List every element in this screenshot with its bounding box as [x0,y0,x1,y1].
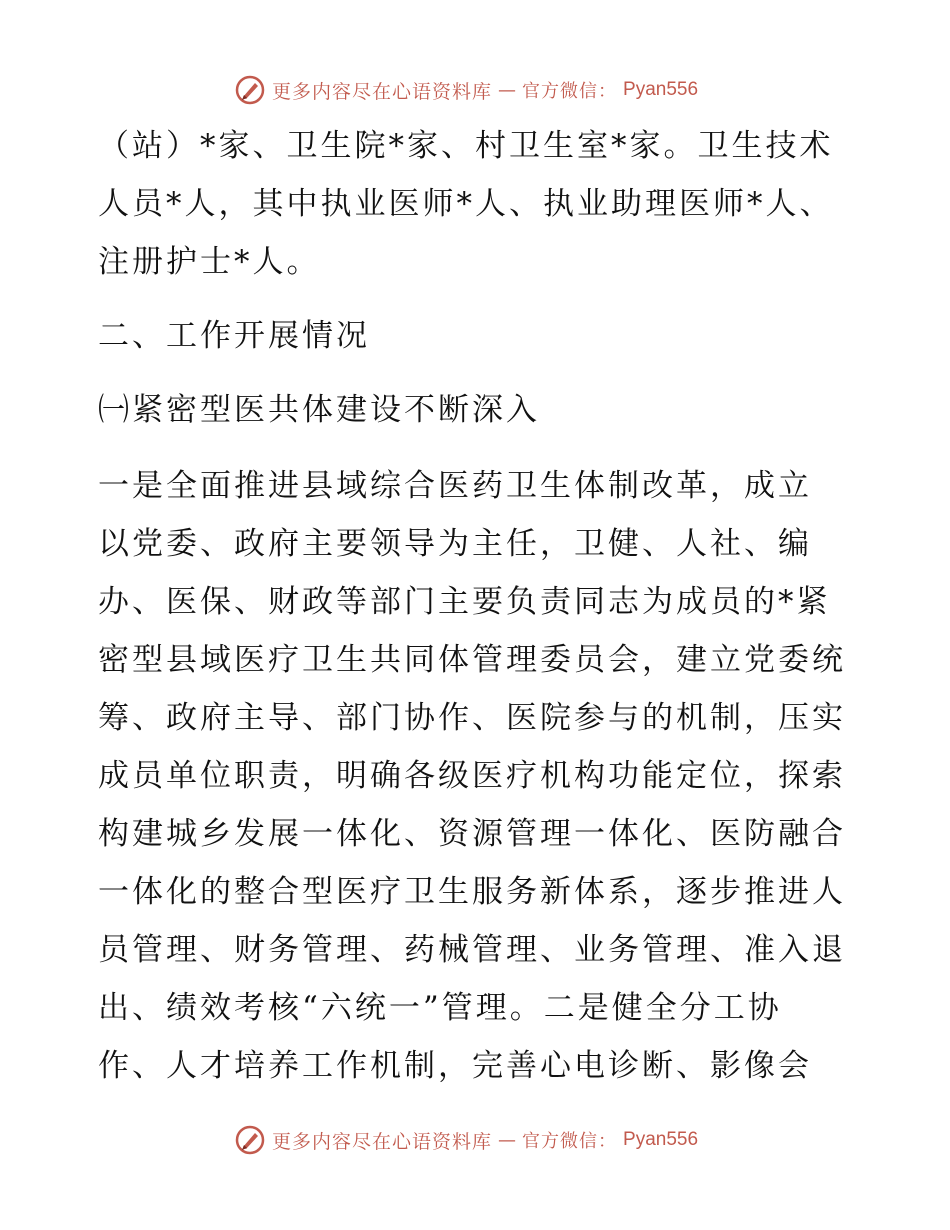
text-line: 员管理、财务管理、药械管理、业务管理、准入退 [98,932,846,968]
text-line: 出、绩效考核“六统一”管理。二是健全分工协 [98,990,782,1026]
pen-logo-icon [234,74,266,106]
watermark-wechat-label: 官方微信： [522,81,618,102]
text-line: 注册护士*人。 [98,244,321,280]
text-line: 密型县域医疗卫生共同体管理委员会，建立党委统 [98,642,846,678]
watermark-separator: — [498,79,517,101]
watermark-header [234,73,754,107]
text-line: 成员单位职责，明确各级医疗机构功能定位，探索 [98,758,846,794]
watermark-wechat-id: Pyan556 [623,1129,699,1150]
watermark-footer [234,1123,754,1157]
pen-logo-icon [234,1124,266,1156]
intro-text [98,117,858,291]
watermark-text: 更多内容尽在心语资料库 [272,1130,493,1153]
text-line: 一体化的整合型医疗卫生服务新体系，逐步推进人 [98,874,846,910]
watermark-text: 更多内容尽在心语资料库 [272,80,493,103]
text-line: 一是全面推进县域综合医药卫生体制改革，成立 [98,468,812,504]
section-heading: 二、工作开展情况 [98,318,370,354]
text-line: 筹、政府主导、部门协作、医院参与的机制，压实 [98,700,846,736]
text-line: 作、人才培养工作机制，完善心电诊断、影像会 [98,1048,812,1084]
body-paragraph [98,457,858,1095]
subsection-heading: ㈠紧密型医共体建设不断深入 [98,392,540,428]
text-line: 办、医保、财政等部门主要负责同志为成员的*紧 [98,584,831,620]
text-line: （站）*家、卫生院*家、村卫生室*家。卫生技术 [98,128,834,164]
text-line: 构建城乡发展一体化、资源管理一体化、医防融合 [98,816,846,852]
text-line: 人员*人，其中执业医师*人、执业助理医师*人、 [98,186,834,222]
watermark-wechat-id: Pyan556 [623,79,699,100]
text-line: 以党委、政府主要领导为主任，卫健、人社、编 [98,526,812,562]
watermark-separator: — [498,1129,517,1151]
watermark-wechat-label: 官方微信： [522,1131,618,1152]
